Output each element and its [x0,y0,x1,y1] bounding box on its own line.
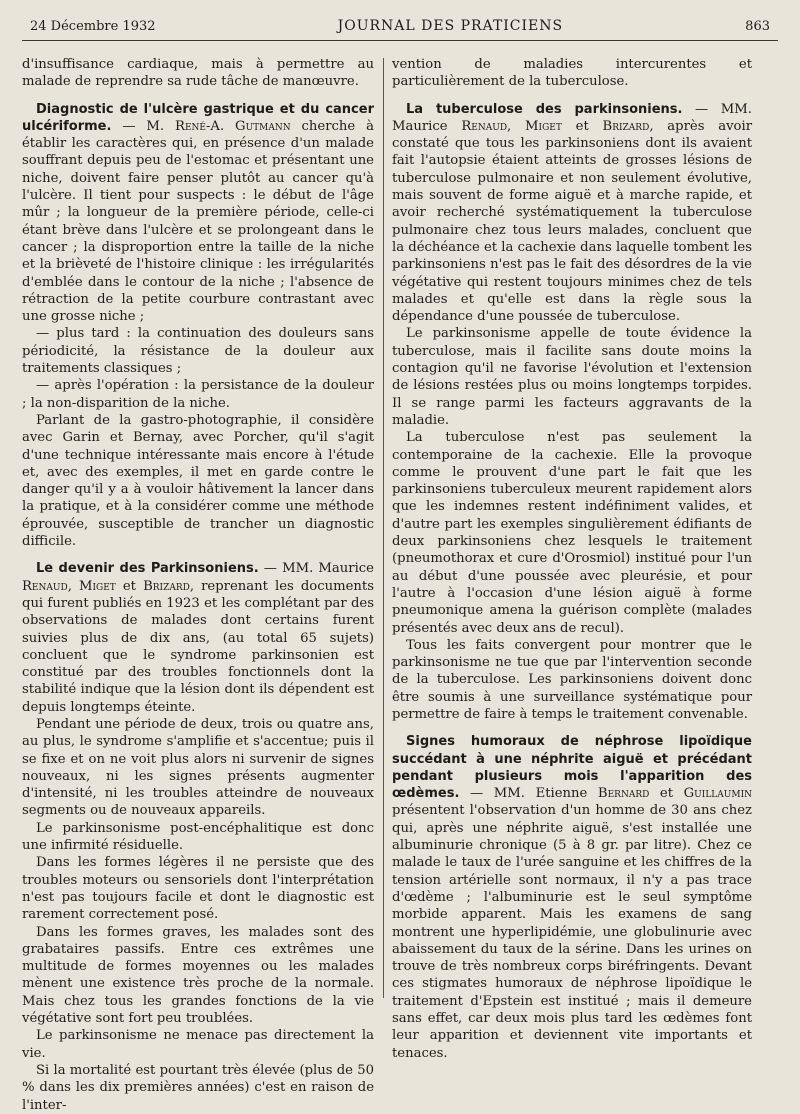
author-name: Renaud [461,118,508,134]
article-parkinsonian-future [22,560,374,1114]
author-separator: et [115,578,144,594]
article-paragraph [22,101,374,326]
author-name: Bernard [597,786,650,802]
paragraph-text: , après avoir constaté que tous les parkinsoniens dont ils avaient fait l'autopsie étaient atteints de grosses lésions de tuberculose pulmonaire et non seulement évolutive, mais souvent de forme aiguë et à marche rapide, et avoir recherché systématiquement la tuberculose pulmonaire chez tous leurs malades, concluent que la déchéance et la cachexie dans laquelle tombent les parkinsoniens n'est pas le fait des désordres de la vie végétative qui restent toujours minimes chez de tels malades et qu'elle est dans la règle sous la dépendance d'une poussée de tuberculose. [392,118,753,325]
paragraph: — plus tard : la continuation des douleurs sans périodicité, la résistance de la douleur aux traitements classiques ; [22,326,374,377]
article-heading: La tuberculose des parkinsoniens. [406,101,683,117]
heading-dash: — MM. Maurice [392,101,752,134]
paragraph: d'insuffisance cardiaque, mais à permettre au malade de reprendre sa rude tâche de manœuvre. [22,57,374,90]
paragraph: Le parkinsonisme appelle de toute évidence la tuberculose, mais il facilite sans doute moins la contagion qu'il ne favorise l'évolution et l'extension de lésions restées plus ou moins longtemps torpides. Il se range parmi les facteurs aggravants de la maladie. [392,326,752,428]
paragraph: Dans les formes légères il ne persiste que des troubles moteurs ou sensoriels dont l'interprétation n'est pas toujours facile et dont le diagnostic est rarement correctement posé. [22,855,374,923]
left-column [22,56,374,1113]
author-separator: , [507,118,526,134]
paragraph: Le parkinsonisme ne menace pas directement la vie. [22,1028,374,1061]
author-name: Brizard [143,578,190,594]
paragraph: Si la mortalité est pourtant très élevée (plus de 50 % dans les dix premières années) c'est en raison de l'inter- [22,1062,374,1113]
article-paragraph [392,733,752,1062]
author-name: Miget [78,578,116,594]
author-name: Renaud [22,578,68,594]
author-name: René-A. Gutmann [175,118,291,134]
issue-date: 24 Décembre 1932 [30,19,156,34]
author-separator: et [649,786,684,802]
article-lipoid-nephrosis [392,733,752,1062]
paragraph: Parlant de la gastro-photographie, il considère avec Garin et Bernay, avec Porcher, qu'il s'agit d'une technique intéressante mais encore à l'étude et, avec des exemples, il met en garde contre le danger qu'il y a à vouloir hâtivement la lancer dans la pratique, et à la considérer comme une méthode éprouvée, susceptible de trancher un diagnostic difficile. [22,412,374,550]
author-separator: et [561,118,603,134]
paragraph: Dans les formes graves, les malades sont des grabataires passifs. Entre ces extrêmes une multitude de formes moyennes ou les malades mènent une existence très proche de la normale. Mais chez tous les grandes fonctions de la vie végétative sont fort peu troublées. [22,924,374,1027]
page-header [30,18,770,40]
paragraph: Le parkinsonisme post-encéphalitique est donc une infirmité résiduelle. [22,820,374,854]
article-paragraph [22,560,374,716]
article-heading: Signes humoraux de néphrose lipoïdique succédant à une néphrite aiguë et précédant pendant plusieurs mois l'apparition des œdèmes. [392,734,752,802]
heading-dash: — M. [111,118,176,134]
column-divider [383,58,384,998]
paragraph: Pendant une période de deux, trois ou quatre ans, au plus, le syndrome s'amplifie et s'accentue; puis il se fixe et on ne voit plus alors ni survenir de signes nouveaux, ni les signes présents augmenter d'intensité, ni les troubles atteindre de nouveaux segments ou de nouveaux appareils. [22,716,374,819]
heading-dash: — MM. Etienne [459,786,598,802]
author-separator: , [67,578,79,594]
header-rule [22,40,778,41]
article-heading: Diagnostic de l'ulcère gastrique et du cancer ulcériforme. [22,101,374,134]
paragraph: — après l'opération : la persistance de la douleur ; la non-disparition de la niche. [22,378,374,411]
paragraph-text: présentent l'observation d'un homme de 30 ans chez qui, après une néphrite aiguë, s'est installée une albuminurie chronique (5 à 8 gr. par litre). Chez ce malade le taux de l'urée sanguine et les chiffres de la tension artérielle sont normaux, il n'y a pas trace d'œdème ; l'albuminurie est le seul symptôme morbide apparent. Mais les examens de sang montrent une hyperlipidémie, une globulinurie avec abaissement du taux de la sérine. Dans les urines on trouve de très nombreux corps biréfringents. Devant ces stigmates humoraux de néphrose lipoïdique le traitement d'Epstein est institué ; mais il demeure sans effet, car deux mois plus tard les œdèmes font leur apparition et deviennent vite importants et tenaces. [392,803,752,1061]
author-name: Miget [525,118,562,134]
page-number: 863 [745,19,770,34]
article-gastric-ulcer [22,101,374,551]
author-name: Brizard [602,118,650,134]
paragraph: La tuberculose n'est pas seulement la contemporaine de la cachexie. Elle la provoque comme le prouvent d'une part le fait que les parkinsoniens tuberculeux meurent rapidement alors que les indemnes restent indéfiniment valides, et d'autre part les exemples singulièrement édifiants de deux parkinsoniens chez lesquels le traitement (pneumothorax et cure d'Orosmiol) institué pour l'un au début d'une poussée avec pleurésie, et pour l'autre à l'occasion d'une lésion aiguë à forme pneumonique amena la guérison complète (malades présentés avec deux ans de recul). [392,430,752,636]
paragraph: vention de maladies intercurentes et particulièrement de la tuberculose. [392,57,752,90]
journal-title: JOURNAL DES PRATICIENS [337,18,564,34]
paragraph-text: cherche à établir les caractères qui, en présence d'un malade souffrant depuis peu de l'estomac et présentant une niche, doivent faire penser plutôt au cancer qu'à l'ulcère. Il tient pour suspects : le début de l'âge mûr ; la longueur de la première période, celle-ci étant brève dans l'ulcère et se prolongeant dans le cancer ; la disproportion entre la taille de la niche et la brièveté de l'histoire clinique : les irrégularités d'emblée dans le contour de la niche ; l'absence de rétraction de la petite courbure contrastant avec une grosse niche ; [22,118,374,325]
article-paragraph [392,101,752,326]
article-parkinsonian-tuberculosis [392,101,752,724]
article-heading: Le devenir des Parkinsoniens. [36,561,259,577]
paragraph: Tous les faits convergent pour montrer que le parkinsonisme ne tue que par l'intervention seconde de la tuberculose. Les parkinsoniens doivent donc être soumis à une surveillance systématique pour permettre de faire à temps le traitement convenable. [392,637,752,722]
author-name: Guillaumin [683,786,752,802]
right-column [392,56,752,1101]
paragraph-text: , reprenant les documents qui furent publiés en 1923 et les complétant par des observations de malades dont certains furent suivies plus de dix ans, (au total 65 sujets) concluent que le syndrome parkinsonien est constitué par des troubles fonctionnels dont la stabilité indique que la lésion dont ils dépendent est depuis longtemps éteinte. [22,578,374,715]
heading-dash: — MM. Maurice [258,561,374,577]
